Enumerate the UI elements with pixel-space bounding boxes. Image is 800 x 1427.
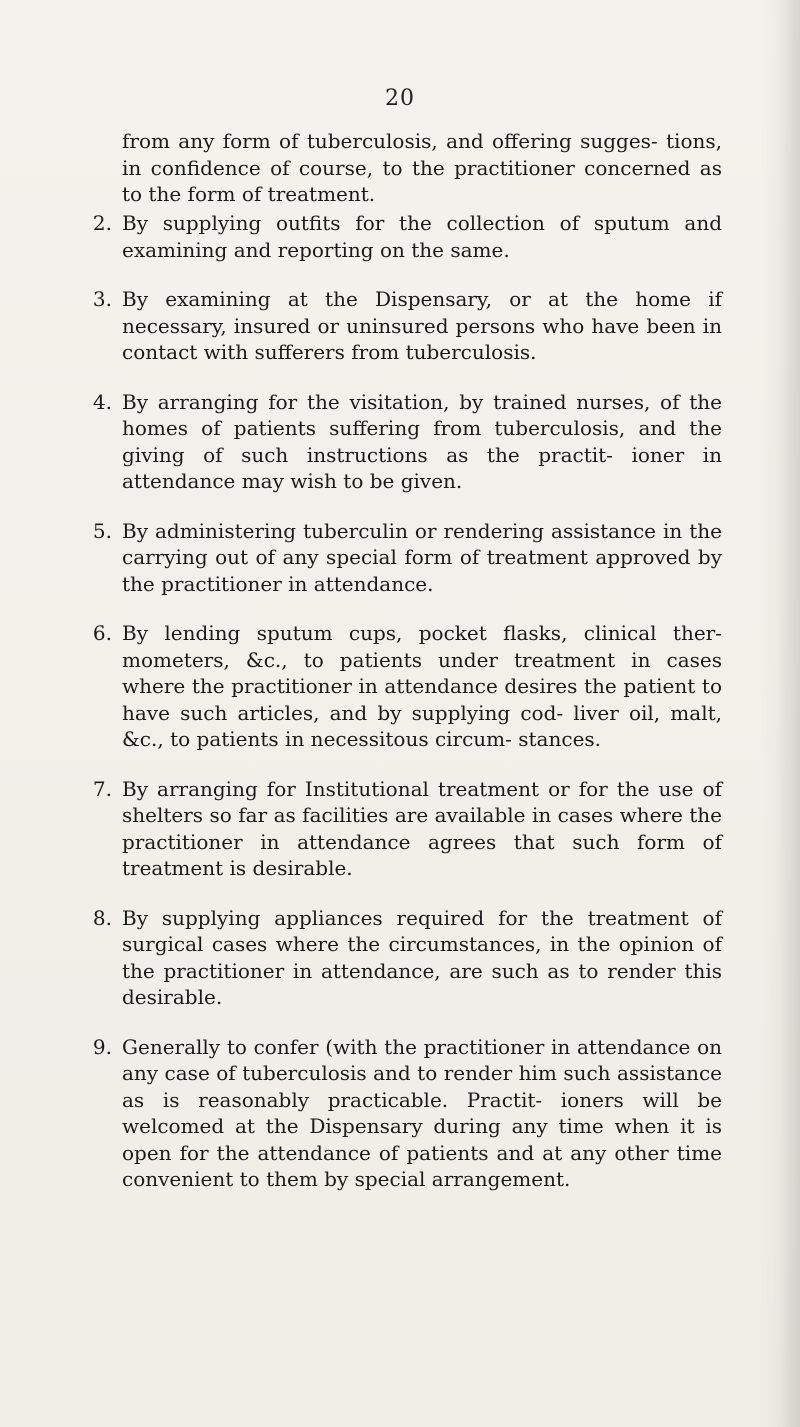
list-item-number: 7. [92,776,112,801]
list-item-text: By administering tuberculin or rendering assistance in the carrying out of any special form of treatment approved by the practitioner in attendance. [122,518,722,596]
list-item-number: 4. [92,389,112,414]
list-item-text: By examining at the Dispensary, or at the home if necessary, insured or uninsured persons who have been in contact with sufferers from tuberculosis. [122,287,722,364]
list-item [92,210,722,263]
list-item-number: 2. [92,211,112,235]
intro-paragraph: from any form of tuberculosis, and offering sugges- tions, in confidence of course, to the practitioner concerned as to the form of treatment. [122,129,722,206]
list-item-number: 9. [92,1034,112,1059]
list-item [92,776,722,882]
list-item [92,905,722,1011]
list-item-text: By supplying appliances required for the treatment of surgical cases where the circumstances, in the opinion of the practitioner in attendance, are such as to render this desirable. [122,905,722,1009]
list-item [92,518,722,598]
list-item-text: By arranging for Institutional treatment or for the use of shelters so far as facilities are available in cases where the practitioner in attendance agrees that such form of treatment is desirable. [122,776,722,880]
list-item-number: 6. [92,621,112,645]
list-item-text: Generally to confer (with the practitioner in attendance on any case of tuberculosis and to render him such assistance as is reasonably practicable. Practit- ioners will be welcomed at the Dispensary during any time when it is open for the attendance of patients and at any other time convenient to them by special arrangement. [122,1034,722,1191]
list-item-number: 5. [92,518,112,543]
list-item [92,389,722,495]
list-item-text: By arranging for the visitation, by trained nurses, of the homes of patients suffering from tuberculosis, and the giving of such instructions as the practit- ioner in attendance may wish to be given. [122,389,722,493]
list-item-number: 3. [92,287,112,311]
list-item-text: By supplying outfits for the collection of sputum and examining and reporting on the same. [122,211,722,262]
list-item-number: 8. [92,905,112,930]
list-item [92,620,722,753]
numbered-list [0,210,800,1216]
page-number: 20 [385,86,415,111]
list-item [92,286,722,366]
list-item-text: By lending sputum cups, pocket flasks, clinical ther- mometers, &c., to patients under treatment in cases where the practitioner in attendance desires the patient to have such articles, and by supplying cod- liver oil, malt, &c., to patients in necessitous circum- stances. [122,621,722,751]
list-item [92,1034,722,1193]
